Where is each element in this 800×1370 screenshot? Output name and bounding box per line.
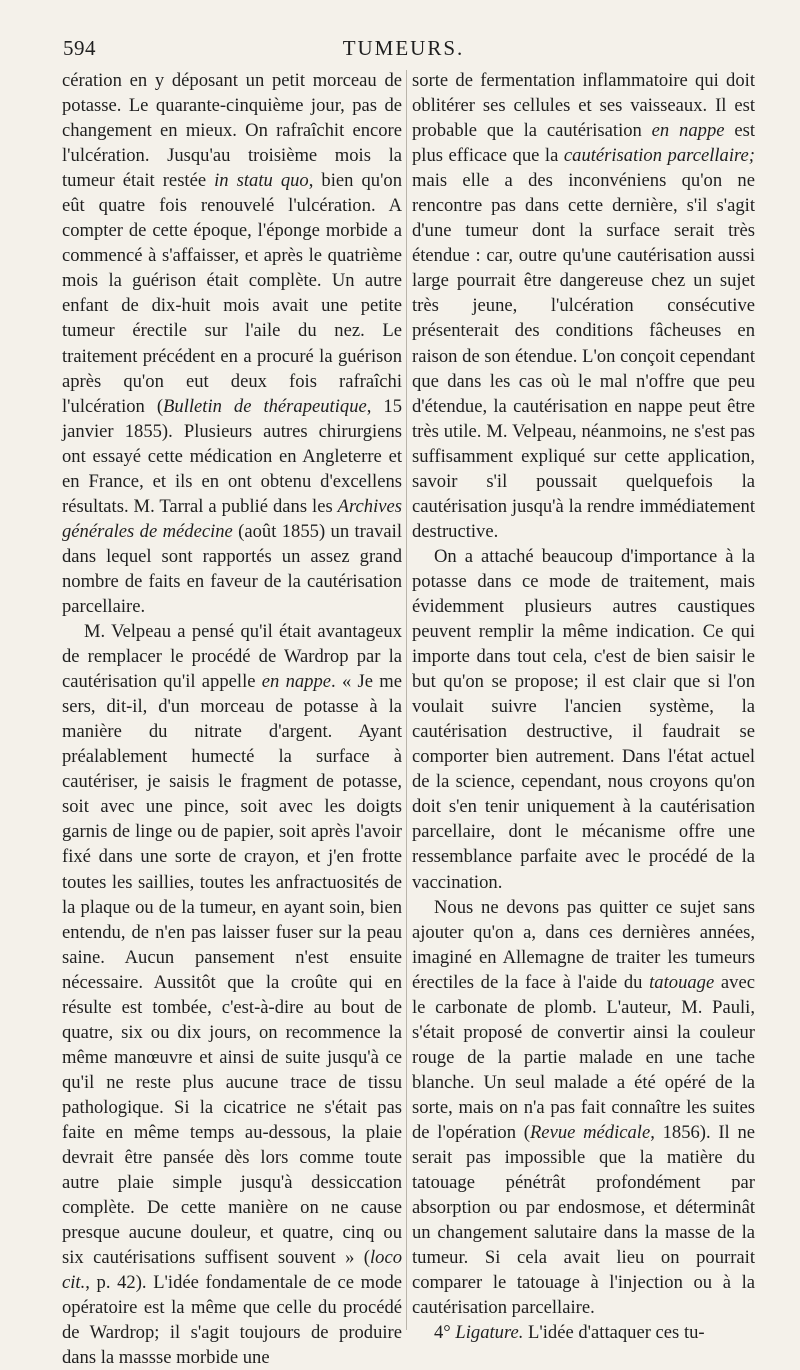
text-run: , bien qu'on eût quatre fois renouvelé l'ulcération. A compter de cette époque, l'éponge morbide a commencé à s'affaisser, et après le quatrième mois la guérison était complète. Un autre enfant de dix-huit mois avait une petite tumeur érectile sur l'aile du nez. Le traitement précédent en a procuré la guérison après qu'on eut deux fois rafraîchi l'ulcération (	[62, 170, 403, 417]
text-run: cération en y déposant un petit morceau de potasse. Le quarante-cinquième jour, pas de changement en mieux. On rafraîchit encore l'ulcération. Jusqu'au troisième mois la tumeur était restée	[62, 70, 402, 192]
paragraph: On a attaché beaucoup d'importance à la potasse dans ce mode de traitement, mais évidemment plusieurs autres caustiques peuvent remplir la même indication. Ce qui importe dans tout cela, c'est de bien saisir le but qu'on se propose; il est clair que si l'on voulait suivre l'ancien système, la cautérisation destructive, il faudrait se comporter bien autrement. Dans l'état actuel de la science, cependant, nous croyons qu'on doit s'en tenir uniquement à la cautérisation parcellaire, dont le mécanisme offre une ressemblance parfaite avec le procédé de la vaccination.	[412, 545, 755, 893]
paragraph	[412, 68, 755, 544]
running-title: TUMEURS.	[342, 36, 465, 60]
left-column	[62, 68, 402, 1370]
paragraph	[412, 895, 755, 1321]
italic-text: en nappe	[651, 120, 725, 142]
italic-text: Archives générales de médecine	[62, 495, 402, 542]
paragraph	[62, 619, 402, 1370]
text-run: , p. 42). L'idée fondamentale de ce mode opératoire est la même que celle du procédé de Wardrop; il s'agit toujours de produire dans la massse morbide une	[62, 1272, 402, 1369]
text-run: L'idée d'attaquer ces tu-	[523, 1322, 705, 1344]
section-number: 4°	[434, 1322, 456, 1344]
italic-text: Bulletin de thérapeutique	[163, 395, 367, 417]
text-run: Nous ne devons pas quitter ce sujet sans ajouter qu'on a, dans ces dernières années, imaginé en Allemagne de traiter les tumeurs érectiles de la face à l'aide du	[412, 896, 755, 993]
italic-text: cautérisation parcellaire;	[563, 145, 755, 167]
text-run: mais elle a des inconvéniens qu'on ne rencontre pas dans cette dernière, s'il s'agit d'une tumeur dont la surface serait très étendue : car, outre qu'une cautérisation aussi large pourrait être dangereuse chez un sujet très jeune, l'ulcération consécutive présenterait des conditions fâcheuses en raison de son étendue. L'on conçoit cependant que dans les cas où le mal n'offre que peu d'étendue, la cautérisation en nappe peut être très utile. M. Velpeau, néanmoins, ne s'est pas suffisamment expliqué sur cette application, savoir s'il poussait quelquefois la cautérisation jusqu'à la rendre immédiatement destructive.	[412, 170, 755, 542]
italic-text: tatouage	[649, 971, 715, 993]
text-run: (août 1855) un travail dans lequel sont rapportés un assez grand nombre de faits en faveur de la cautérisation parcellaire.	[62, 520, 402, 617]
text-run: M. Velpeau a pensé qu'il était avantageux de remplacer le procédé de Wardrop par la cautérisation qu'il appelle	[62, 621, 402, 693]
page-number: 594	[63, 36, 96, 60]
page-header	[63, 36, 744, 64]
italic-text: Revue médicale	[529, 1121, 651, 1143]
text-run: , 15 janvier 1855). Plusieurs autres chirurgiens ont essayé cette médication en Angleterre et en France, et ils en ont obtenu d'excellens résultats. M. Tarral a publié dans les	[62, 395, 402, 517]
italic-text: loco cit.	[62, 1247, 402, 1294]
text-run: . « Je me sers, dit-il, d'un morceau de potasse à la manière du nitrate d'argent. Ayant préalablement humecté la surface à cautériser, je saisis le fragment de potasse, soit avec une pince, soit avec les doigts garnis de linge ou de papier, soit après l'avoir fixé dans une sorte de crayon, et j'en frotte toutes les saillies, toutes les anfractuosités de la plaque ou de la tumeur, en ayant soin, bien entendu, de n'en pas laisser fuser sur la peau saine. Aucun pansement n'est ensuite nécessaire. Aussitôt que la croûte qui en résulte est tombée, c'est-à-dire au bout de quatre, six ou dix jours, on recommence la même manœuvre et ainsi de suite jusqu'à ce qu'il ne reste plus aucune trace de tissu pathologique. Si la cicatrice ne s'était pas faite en même temps au-dessous, la plaie devrait être pansée dès lors comme toute autre plaie simple jusqu'à dessiccation complète. De cette manière on ne cause presque aucune douleur, et quatre, cinq ou six cautérisations suffisent souvent » (	[62, 671, 402, 1269]
text-run: sorte de fermentation inflammatoire qui doit oblitérer ses cellules et ses vaisseaux. Il est probable que la cautérisation	[412, 70, 755, 142]
text-run: avec le carbonate de plomb. L'auteur, M. Pauli, s'était proposé de convertir ainsi la couleur rouge de la partie malade en une tache blanche. Un seul malade a été opéré de la sorte, mais on n'a pas fait connaître les suites de l'opération (	[412, 971, 755, 1143]
italic-text: en nappe	[261, 671, 332, 693]
italic-text: in statu quo	[214, 170, 309, 192]
right-column	[412, 68, 755, 1345]
text-run: , 1856). Il ne serait pas impossible que la matière du tatouage pénétrât profondément par absorption ou par endosmose, et déterminât un changement salutaire dans la masse de la tumeur. Si cela avait lieu on pourrait comparer le tatouage à l'injection ou à la cautérisation parcellaire.	[412, 1121, 755, 1319]
paragraph	[62, 68, 402, 619]
section-heading-ligature	[412, 1320, 755, 1345]
column-divider	[406, 70, 407, 1330]
text-run: est plus efficace que la	[412, 120, 756, 167]
section-title: Ligature.	[455, 1322, 524, 1344]
